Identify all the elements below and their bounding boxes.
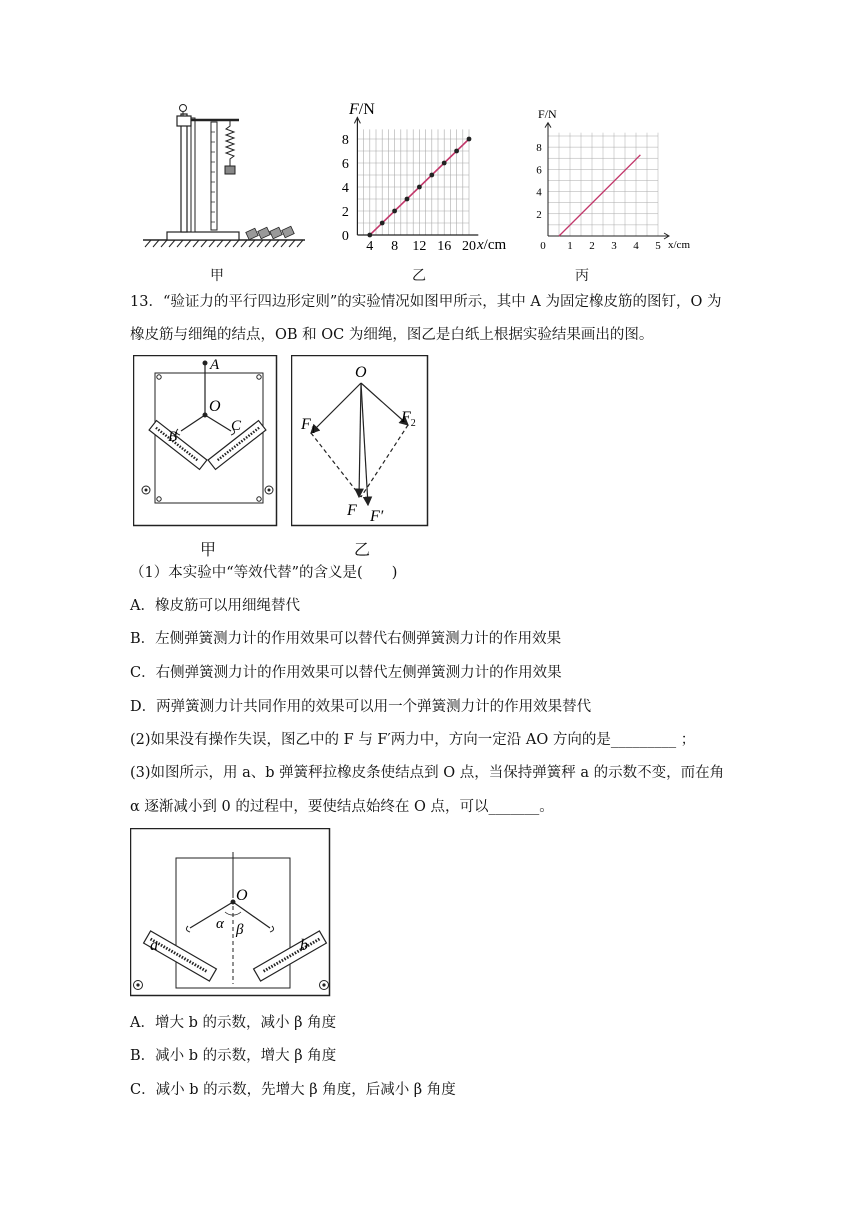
chart-bing-line: [559, 155, 640, 236]
q13-yi-label-O: O: [355, 364, 367, 381]
chart-bing-ytick: 2: [536, 208, 542, 221]
chart-bing: [520, 98, 705, 258]
chart-yi-ylabel: F/N: [349, 101, 375, 118]
chart-bing-xtick: 1: [567, 240, 573, 252]
chart-bing-ytick: 8: [536, 142, 542, 155]
q13-jia-label-B: B: [168, 429, 178, 445]
q13-sub3-option-a: A．增大 b 的示数，减小 β 角度: [130, 1015, 337, 1031]
q13-sub1-option-c: C．右侧弹簧测力计的作用效果可以替代左侧弹簧测力计的作用效果: [130, 665, 562, 681]
fig-yi-caption: 乙: [412, 268, 426, 284]
chart-yi-point: [429, 173, 434, 178]
q13-sub3-option-b: B．减小 b 的示数，增大 β 角度: [130, 1048, 337, 1064]
chart-yi-point: [405, 197, 410, 202]
chart-bing-ytick: 4: [536, 186, 542, 199]
fig3-label-alpha: α: [216, 916, 224, 932]
chart-yi-xtick: 8: [391, 239, 399, 254]
fig-bing-caption: 丙: [575, 268, 589, 284]
chart-bing-xlabel: x/cm: [668, 239, 690, 251]
chart-bing-xtick: 4: [633, 240, 639, 252]
q13-sub3-option-c: C．减小 b 的示数，先增大 β 角度，后减小 β 角度: [130, 1082, 456, 1098]
fig3-label-a: a: [150, 937, 158, 954]
q13-jia-label-C: C: [231, 418, 242, 434]
q13-sub1-option-a: A．橡皮筋可以用细绳替代: [130, 598, 300, 614]
chart-bing-axes: [545, 123, 669, 239]
q13-sub1: （1）本实验中“等效代替”的含义是( ): [130, 565, 398, 581]
fig-jia-caption: 甲: [210, 268, 224, 284]
q13-fig-yi: [291, 355, 429, 530]
chart-yi-point: [392, 209, 397, 214]
q13-sub3-line2: α 逐渐减小到 0 的过程中，要使结点始终在 O 点，可以_______。: [130, 799, 554, 815]
chart-bing-ylabel: F/N: [538, 107, 557, 121]
q13-sub2: (2)如果没有操作失误，图乙中的 F 与 F′两力中，方向一定沿 AO 方向的是_________ ；: [130, 732, 696, 748]
q13-fig-jia: [133, 355, 278, 530]
chart-yi-grid: [357, 129, 469, 235]
chart-bing-xtick: 2: [589, 240, 595, 252]
chart-yi-ytick: 0: [341, 229, 349, 244]
q13-yi-label-F: F: [347, 502, 357, 519]
chart-yi-xtick: 16: [437, 239, 452, 254]
q13-yi-label-F2: $F_2$: [401, 409, 416, 429]
chart-yi-xtick: 12: [412, 239, 427, 254]
q13-stem-line1: 13．“验证力的平行四边形定则”的实验情况如图甲所示，其中 A 为固定橡皮筋的图钉，O 为: [130, 294, 722, 310]
chart-bing-xtick: 3: [611, 240, 617, 252]
chart-bing-xtick: 5: [655, 240, 661, 252]
fig3-label-b: b: [300, 937, 308, 954]
apparatus-figure: [135, 98, 310, 258]
chart-yi-axes: [354, 117, 478, 235]
chart-yi-point: [442, 161, 447, 166]
chart-bing-grid: [548, 133, 658, 236]
q13-yi-label-F1: $F_1$: [301, 416, 316, 436]
q13-jia-label-O: O: [209, 398, 221, 415]
chart-yi-point: [367, 233, 372, 238]
chart-bing-xtick: 0: [540, 240, 546, 252]
chart-yi-point: [467, 137, 472, 142]
chart-yi-ytick: 2: [341, 205, 349, 220]
q13-fig-yi-caption: 乙: [354, 540, 371, 559]
q13-stem-line2: 橡皮筋与细绳的结点，OB 和 OC 为细绳，图乙是白纸上根据实验结果画出的图。: [130, 327, 654, 343]
chart-yi-xlabel: x/cm: [477, 237, 507, 253]
chart-yi-point: [417, 185, 422, 190]
chart-yi-xtick: 20: [462, 239, 476, 254]
chart-yi: [325, 98, 525, 258]
q13-fig3: [130, 828, 332, 1000]
chart-bing-ytick: 6: [536, 164, 542, 177]
chart-yi-point: [454, 149, 459, 154]
fig3-label-beta: β: [236, 922, 244, 938]
chart-yi-point: [380, 221, 385, 226]
q13-fig-jia-caption: 甲: [200, 540, 217, 559]
q13-sub1-option-d: D．两弹簧测力计共同作用的效果可以用一个弹簧测力计的作用效果替代: [130, 699, 592, 715]
chart-yi-xtick: 4: [366, 239, 374, 254]
fig3-label-O: O: [236, 887, 248, 904]
q13-sub3-line1: (3)如图所示，用 a、b 弹簧秤拉橡皮条使结点到 O 点，当保持弹簧秤 a 的示数不变，而在角: [130, 765, 725, 781]
q13-jia-label-A: A: [210, 357, 220, 373]
q13-yi-label-Fprime: F′: [370, 508, 384, 525]
chart-yi-ytick: 6: [341, 157, 349, 172]
chart-yi-ytick: 4: [341, 181, 349, 196]
q13-sub1-option-b: B．左侧弹簧测力计的作用效果可以替代右侧弹簧测力计的作用效果: [130, 631, 562, 647]
chart-yi-ytick: 8: [341, 133, 349, 148]
